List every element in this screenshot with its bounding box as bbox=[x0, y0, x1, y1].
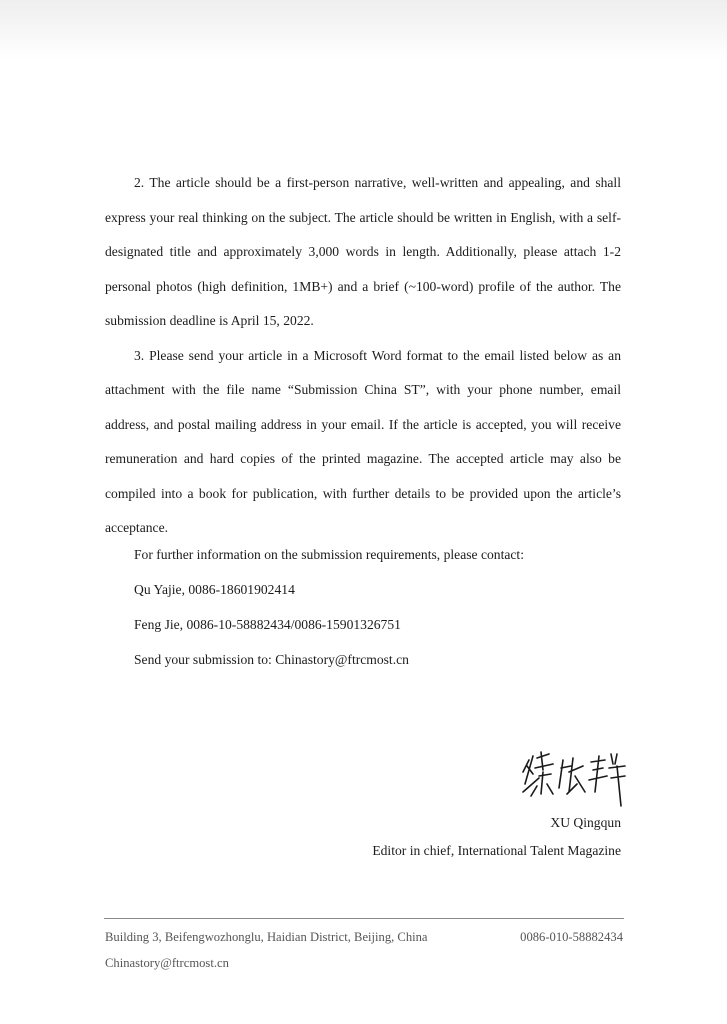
contact-qu-yajie: Qu Yajie, 0086-18601902414 bbox=[134, 582, 295, 597]
contact-feng-jie: Feng Jie, 0086-10-58882434/0086-15901326751 bbox=[134, 617, 401, 632]
footer-divider bbox=[104, 918, 624, 919]
signatory-title: Editor in chief, International Talent Magazine bbox=[372, 843, 621, 858]
letter-body bbox=[105, 166, 621, 546]
footer-email: Chinastory@ftrcmost.cn bbox=[105, 956, 229, 970]
paragraph-3: 3. Please send your article in a Microsoft Word format to the email listed below as an attachment with the file name “Submission China ST”, with your phone number, email address, and postal mailing address in your email. If the article is accepted, you will receive remuneration and hard copies of the printed magazine. The accepted article may also be compiled into a book for publication, with further details to be provided upon the article’s acceptance. bbox=[105, 347, 621, 535]
handwritten-signature bbox=[519, 748, 629, 808]
paragraph-2: 2. The article should be a first-person narrative, well-written and appealing, and shall express your real thinking on the subject. The article should be written in English, with a self-designated title and approximately 3,000 words in length. Additionally, please attach 1-2 personal photos (high definition, 1MB+) and a brief (~100-word) profile of the author. The submission deadline is April 15, 2022. bbox=[105, 175, 621, 328]
submission-email-line: Send your submission to: Chinastory@ftrcmost.cn bbox=[134, 652, 409, 667]
footer-phone: 0086-010-58882434 bbox=[520, 930, 623, 944]
scan-shading bbox=[0, 0, 727, 60]
signatory-name: XU Qingqun bbox=[550, 815, 621, 830]
contact-intro: For further information on the submission requirements, please contact: bbox=[134, 547, 524, 562]
footer-address: Building 3, Beifengwozhonglu, Haidian District, Beijing, China bbox=[105, 930, 428, 944]
